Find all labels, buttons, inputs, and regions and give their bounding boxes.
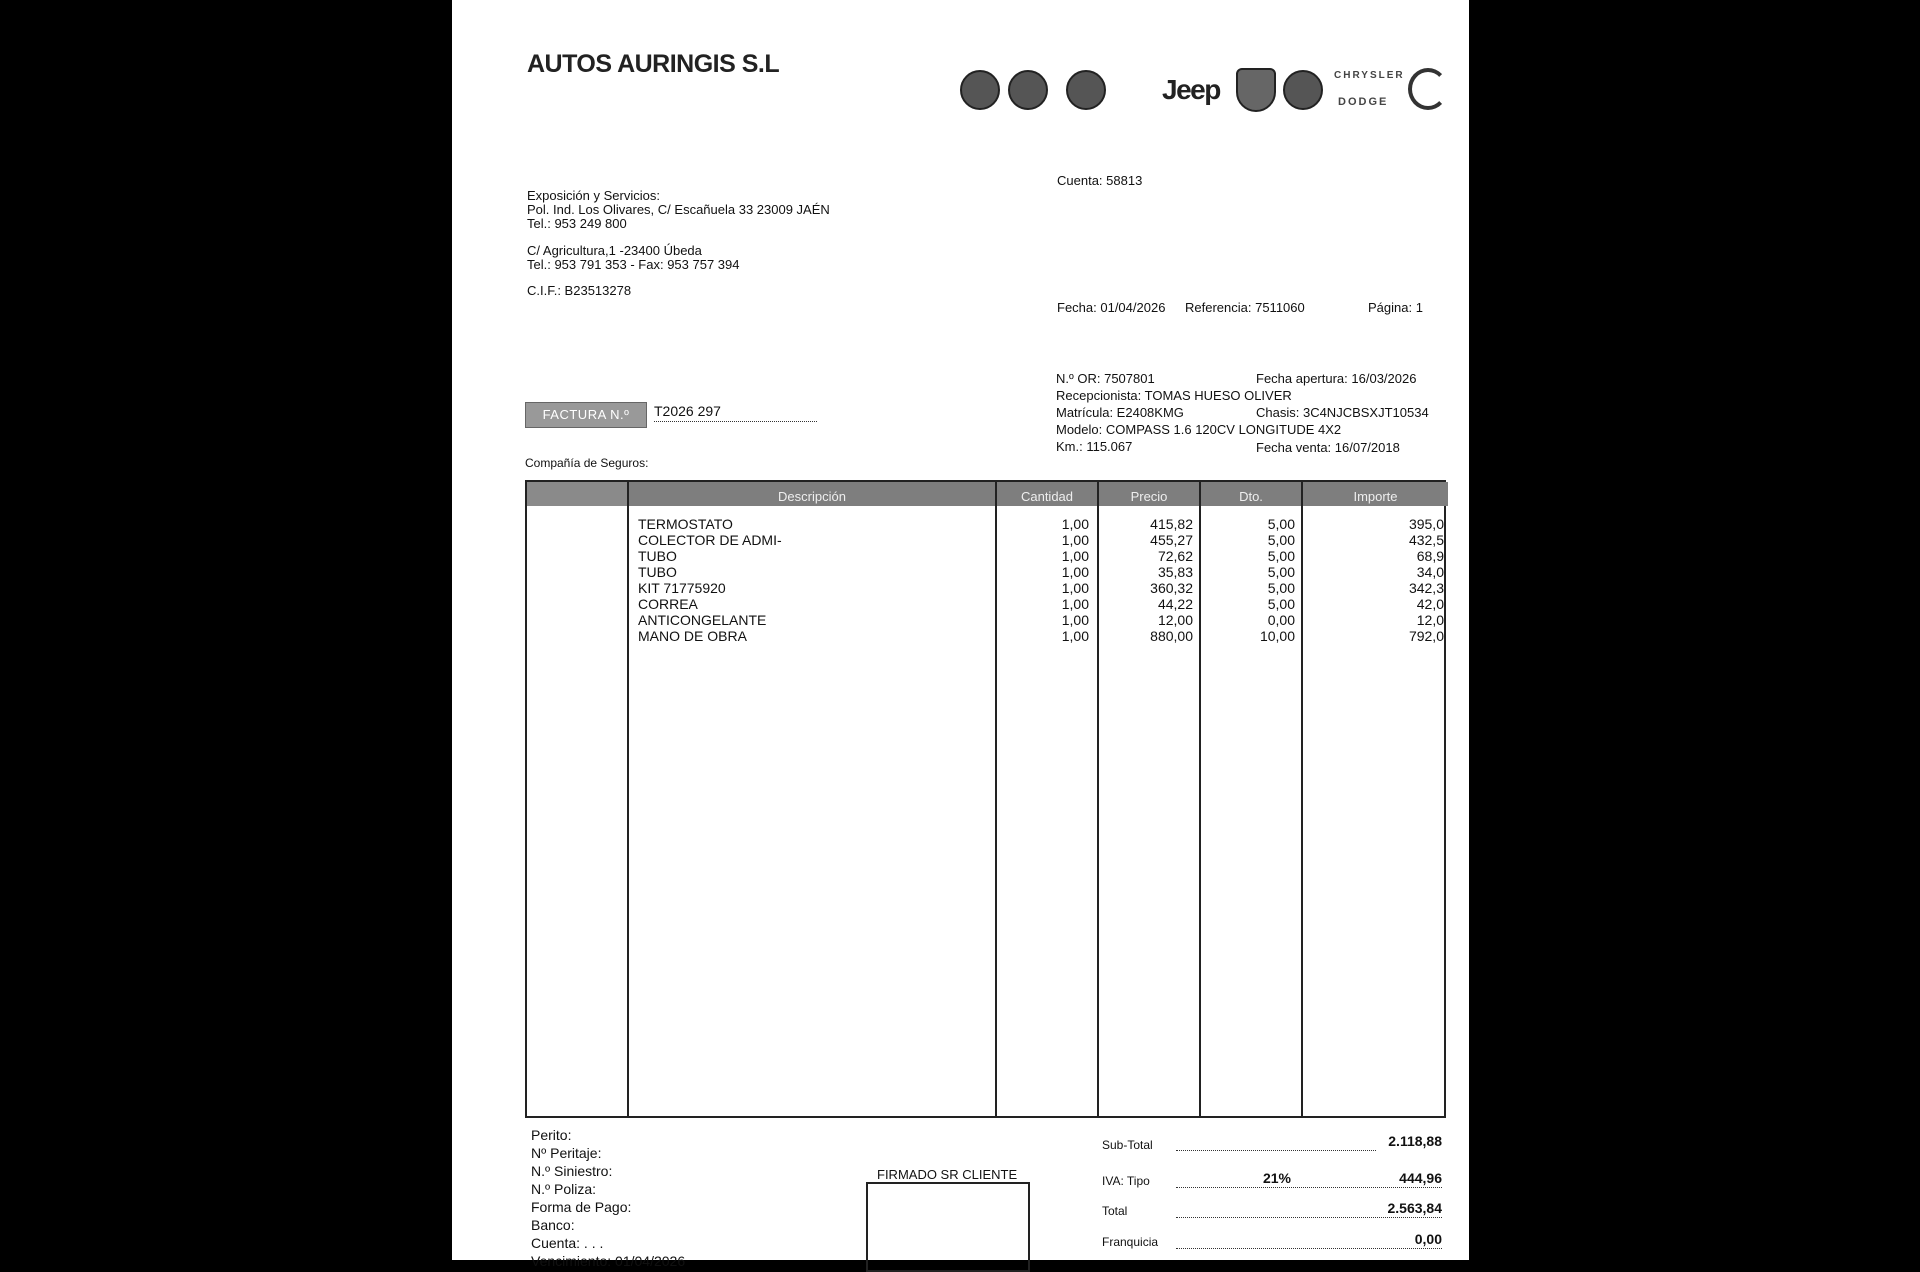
column-divider <box>627 482 629 1116</box>
table-row-price: 35,83 <box>1157 564 1193 580</box>
table-row-description: CORREA <box>638 596 698 612</box>
dotted-line <box>1176 1248 1442 1249</box>
table-row-description: KIT 71775920 <box>638 580 726 596</box>
table-row-description: MANO DE OBRA <box>638 628 747 644</box>
chrysler-logo: CHRYSLER <box>1334 70 1405 81</box>
table-row-price: 72,62 <box>1157 548 1193 564</box>
price-column <box>1099 516 1193 644</box>
bank-label: Banco: <box>531 1217 575 1233</box>
table-header-blank <box>527 482 627 506</box>
chassis: Chasis: 3C4NJCBSXJT10534 <box>1256 405 1429 420</box>
subtotal-value: 2.118,88 <box>1388 1133 1442 1149</box>
table-row-price: 360,32 <box>1150 580 1193 596</box>
fiat-professional-logo <box>1066 70 1106 110</box>
invoice-number: T2026 297 <box>654 403 817 422</box>
table-row-amount: 68,9 <box>1416 548 1444 564</box>
items-table <box>525 480 1446 1118</box>
signature-label: FIRMADO SR CLIENTE <box>877 1167 1018 1182</box>
fiat-logo <box>1008 70 1048 110</box>
total-value: 2.563,84 <box>1387 1200 1442 1216</box>
policy-label: N.º Poliza: <box>531 1181 597 1197</box>
dotted-line <box>1176 1187 1442 1188</box>
deductible-value: 0,00 <box>1414 1231 1442 1247</box>
vat-label: IVA: Tipo <box>1102 1174 1150 1188</box>
table-row-discount: 5,00 <box>1267 516 1295 532</box>
account-label: Cuenta: . . . <box>531 1235 604 1251</box>
quantity-column <box>997 516 1089 644</box>
header-description: Descripción <box>629 482 995 506</box>
table-row-quantity: 1,00 <box>1061 548 1089 564</box>
table-row-quantity: 1,00 <box>1061 564 1089 580</box>
discount-column <box>1201 516 1295 644</box>
header-discount: Dto. <box>1201 482 1301 506</box>
table-row-amount: 342,3 <box>1408 580 1444 596</box>
lancia-logo <box>1283 70 1323 110</box>
table-row-description: COLECTOR DE ADMI- <box>638 532 782 548</box>
opening-date: Fecha apertura: 16/03/2026 <box>1256 371 1417 386</box>
invoice-date: Fecha: 01/04/2026 <box>1057 300 1166 315</box>
due-date: Vencimiento: 01/04/2026 <box>531 1253 686 1269</box>
header-price: Precio <box>1099 482 1199 506</box>
table-row-amount: 432,5 <box>1408 532 1444 548</box>
header-amount: Importe <box>1303 482 1448 506</box>
table-row-discount: 5,00 <box>1267 580 1295 596</box>
receptionist: Recepcionista: TOMAS HUESO OLIVER <box>1056 388 1292 403</box>
table-row-amount: 42,0 <box>1416 596 1444 612</box>
table-row-discount: 10,00 <box>1259 628 1295 644</box>
table-row-description: TUBO <box>638 564 677 580</box>
vat-rate: 21% <box>1262 1170 1292 1186</box>
table-row-quantity: 1,00 <box>1061 532 1089 548</box>
table-row-quantity: 1,00 <box>1061 612 1089 628</box>
phone-line: Tel.: 953 249 800 <box>527 216 627 231</box>
insurer-label: Compañía de Seguros: <box>525 456 649 470</box>
opel-logo <box>1408 68 1448 110</box>
table-row-price: 12,00 <box>1157 612 1193 628</box>
account-number: Cuenta: 58813 <box>1057 173 1143 188</box>
table-row-discount: 5,00 <box>1267 596 1295 612</box>
table-row-amount: 12,0 <box>1416 612 1444 628</box>
license-plate: Matrícula: E2408KMG <box>1056 405 1184 420</box>
address-line: Pol. Ind. Los Olivares, C/ Escañuela 33 23009 JAÉN <box>527 202 830 217</box>
payment-method-label: Forma de Pago: <box>531 1199 632 1215</box>
table-row-discount: 5,00 <box>1267 564 1295 580</box>
cif: C.I.F.: B23513278 <box>527 283 632 298</box>
alfa-romeo-logo <box>960 70 1000 110</box>
table-row-quantity: 1,00 <box>1061 596 1089 612</box>
subtotal-label: Sub-Total <box>1102 1138 1153 1152</box>
brand-logos <box>960 66 1447 116</box>
abarth-logo <box>1236 68 1276 112</box>
table-row-price: 44,22 <box>1157 596 1193 612</box>
deductible-label: Franquicia <box>1102 1235 1159 1249</box>
table-row-amount: 792,0 <box>1408 628 1444 644</box>
table-row-discount: 5,00 <box>1267 548 1295 564</box>
table-row-description: TERMOSTATO <box>638 516 733 532</box>
order-number: N.º OR: 7507801 <box>1056 371 1155 386</box>
page-number: Página: 1 <box>1368 300 1423 315</box>
total-label: Total <box>1102 1204 1128 1218</box>
table-row-discount: 5,00 <box>1267 532 1295 548</box>
expert-label: Perito: <box>531 1127 572 1143</box>
dodge-logo: DODGE <box>1338 96 1389 108</box>
reference: Referencia: 7511060 <box>1185 300 1305 315</box>
table-row-price: 415,82 <box>1150 516 1193 532</box>
jeep-logo: Jeep <box>1162 74 1220 105</box>
table-row-description: ANTICONGELANTE <box>638 612 767 628</box>
dotted-line <box>1176 1150 1376 1151</box>
table-row-quantity: 1,00 <box>1061 580 1089 596</box>
mileage: Km.: 115.067 <box>1056 439 1133 454</box>
table-row-discount: 0,00 <box>1267 612 1295 628</box>
invoice-label: FACTURA N.º <box>525 402 647 428</box>
amount-column <box>1303 516 1444 644</box>
table-row-description: TUBO <box>638 548 677 564</box>
vat-value: 444,96 <box>1399 1170 1442 1186</box>
phone-line: Tel.: 953 791 353 - Fax: 953 757 394 <box>527 257 740 272</box>
dotted-line <box>1176 1217 1442 1218</box>
table-row-price: 455,27 <box>1150 532 1193 548</box>
vehicle-model: Modelo: COMPASS 1.6 120CV LONGITUDE 4X2 <box>1056 422 1342 437</box>
address-line: C/ Agricultura,1 -23400 Úbeda <box>527 243 702 258</box>
table-row-price: 880,00 <box>1150 628 1193 644</box>
signature-box <box>866 1182 1030 1272</box>
description-column <box>638 516 978 644</box>
sale-date: Fecha venta: 16/07/2018 <box>1256 440 1400 455</box>
header-quantity: Cantidad <box>997 482 1097 506</box>
company-name: AUTOS AURINGIS S.L <box>527 50 780 78</box>
table-row-amount: 34,0 <box>1416 564 1444 580</box>
table-row-quantity: 1,00 <box>1061 516 1089 532</box>
invoice-page <box>452 0 1469 1269</box>
appraisal-label: Nº Peritaje: <box>531 1145 602 1161</box>
claim-label: N.º Siniestro: <box>531 1163 613 1179</box>
address-line: Exposición y Servicios: <box>527 188 660 203</box>
table-row-amount: 395,0 <box>1408 516 1444 532</box>
payment-details <box>531 1126 685 1270</box>
table-row-quantity: 1,00 <box>1061 628 1089 644</box>
